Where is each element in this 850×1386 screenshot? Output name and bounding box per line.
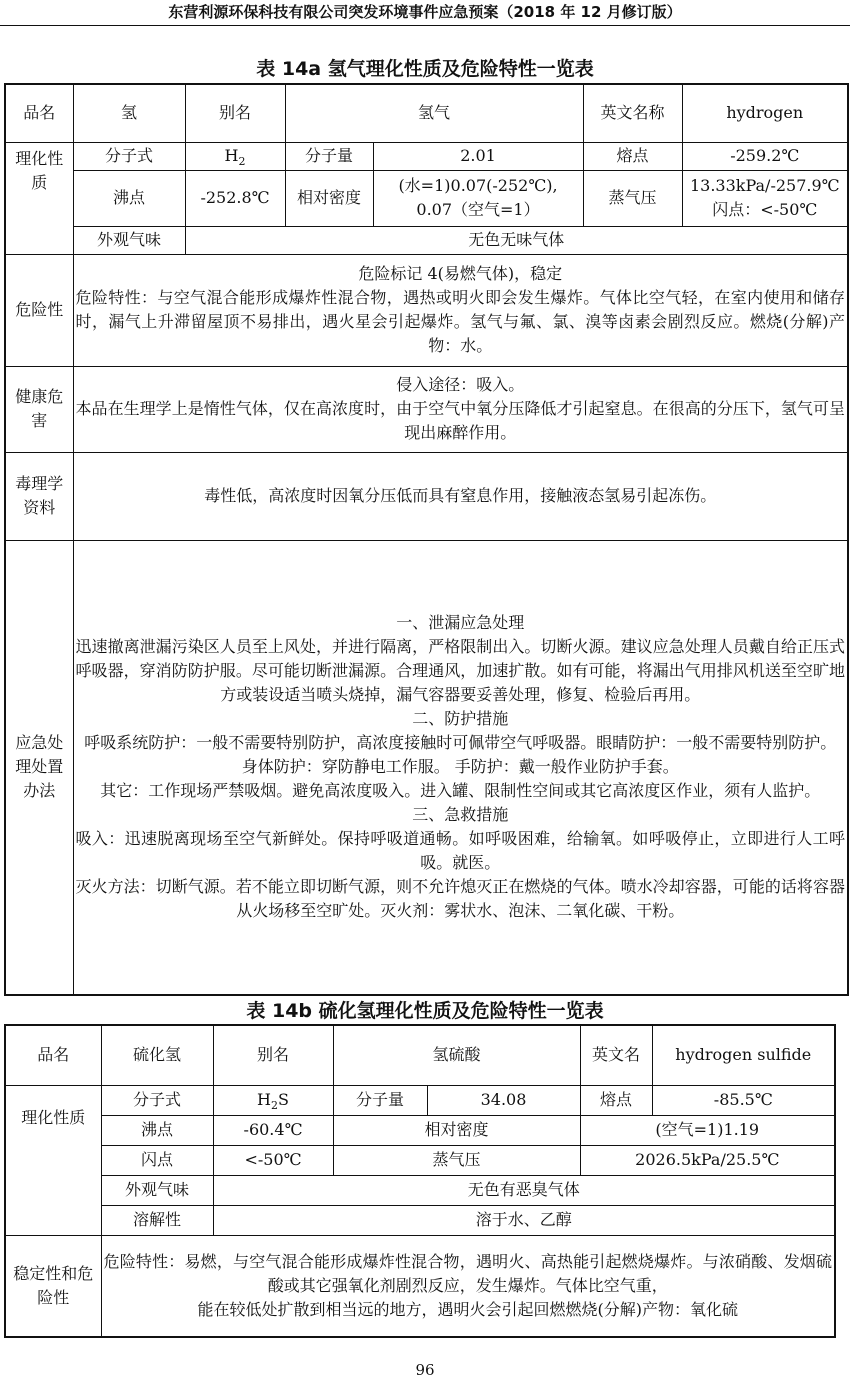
h2s-alias-label: 别名 bbox=[213, 1025, 333, 1085]
h2s-english-label: 英文名 bbox=[580, 1025, 652, 1085]
h2s-appearance-label: 外观气味 bbox=[101, 1175, 213, 1205]
h2s-name-value: 硫化氢 bbox=[101, 1025, 213, 1085]
h2s-vp-value: 2026.5kPa/25.5℃ bbox=[580, 1145, 835, 1175]
h2s-name-label: 品名 bbox=[5, 1025, 101, 1085]
emergency-heading-2: 二、防护措施 bbox=[412, 709, 509, 729]
hazard-content: 危险标记 4(易燃气体)，稳定 危险特性：与空气混合能形成爆炸性混合物，遇热或明火即会发生爆炸。气体比空气轻，在室内使用和储存时，漏气上升滞留屋顶不易排出，遇火星会引起爆炸。氢气与氟、氯、溴等卤素会剧烈反应。燃烧(分解)产物：水。 bbox=[73, 254, 848, 366]
h2s-fp-label: 闪点 bbox=[101, 1145, 213, 1175]
formula-label: 分子式 bbox=[73, 142, 185, 170]
appearance-label: 外观气味 bbox=[73, 226, 185, 254]
vapor-pressure-label: 蒸气压 bbox=[583, 170, 682, 226]
toxicology-label: 毒理学资料 bbox=[5, 452, 73, 540]
h2s-formula-label: 分子式 bbox=[101, 1085, 213, 1115]
vapor-pressure-value: 13.33kPa/-257.9℃ 闪点：<-50℃ bbox=[682, 170, 848, 226]
h2s-vp-label: 蒸气压 bbox=[333, 1145, 580, 1175]
page-header: 东营利源环保科技有限公司突发环境事件应急预案（2018 年 12 月修订版） bbox=[0, 0, 850, 26]
h2s-mw-value: 34.08 bbox=[427, 1085, 580, 1115]
h2s-bp-label: 沸点 bbox=[101, 1115, 213, 1145]
h2s-appearance-value: 无色有恶臭气体 bbox=[213, 1175, 835, 1205]
molecular-weight-label: 分子量 bbox=[285, 142, 373, 170]
toxicology-content: 毒性低，高浓度时因氧分压低而具有窒息作用，接触液态氢易引起冻伤。 bbox=[73, 452, 848, 540]
h2s-alias-value: 氢硫酸 bbox=[333, 1025, 580, 1085]
hydrogen-properties-table bbox=[4, 83, 849, 996]
boiling-point-label: 沸点 bbox=[73, 170, 185, 226]
h2s-solubility-value: 溶于水、乙醇 bbox=[213, 1205, 835, 1235]
english-name-label: 英文名称 bbox=[583, 84, 682, 142]
hazard-label: 危险性 bbox=[5, 254, 73, 366]
table-b-title: 表 14b 硫化氢理化性质及危险特性一览表 bbox=[246, 1000, 604, 1022]
h2s-stability-label: 稳定性和危险性 bbox=[5, 1235, 101, 1337]
table-a-title: 表 14a 氢气理化性质及危险特性一览表 bbox=[256, 58, 594, 80]
h2s-mp-label: 熔点 bbox=[580, 1085, 652, 1115]
h2s-mw-label: 分子量 bbox=[333, 1085, 427, 1115]
relative-density-label: 相对密度 bbox=[285, 170, 373, 226]
emergency-heading-1: 一、泄漏应急处理 bbox=[396, 613, 525, 633]
h2s-formula-value: $H_2S$ bbox=[213, 1085, 333, 1115]
emergency-heading-3: 三、急救措施 bbox=[412, 805, 509, 825]
h2s-solubility-label: 溶解性 bbox=[101, 1205, 213, 1235]
english-name-value: hydrogen bbox=[682, 84, 848, 142]
h2s-density-value: (空气=1)1.19 bbox=[580, 1115, 835, 1145]
emergency-content: 一、泄漏应急处理 迅速撤离泄漏污染区人员至上风处，并进行隔离，严格限制出入。切断火源。建议应急处理人员戴自给正压式呼吸器，穿消防防护服。尽可能切断泄漏源。合理通风，加速扩散。如有可能，将漏出气用排风机送至空旷地方或装设适当喷头烧掉，漏气容器要妥善处理，修复、检验后再用。 二、防护措施 呼吸系统防护：一般不需要特别防护，高浓度接触时可佩带空气呼吸器。眼睛防护：一般不需要特别防护。 身体防护：穿防静电工作服。 手防护：戴一般作业防护手套。 其它：工作现场严禁吸烟。避免高浓度吸入。进入罐、限制性空间或其它高浓度区作业，须有人监护。 三、急救措施 吸入：迅速脱离现场至空气新鲜处。保持呼吸道通畅。如呼吸困难，给输氧。如呼吸停止，立即进行人工呼吸。就医。 灭火方法：切断气源。若不能立即切断气源，则不允许熄灭正在燃烧的气体。喷水冷却容器，可能的话将容器从火场移至空旷处。灭火剂：雾状水、泡沫、二氧化碳、干粉。 bbox=[73, 540, 848, 995]
melting-point-value: -259.2℃ bbox=[682, 142, 848, 170]
h2s-density-label: 相对密度 bbox=[333, 1115, 580, 1145]
boiling-point-value: -252.8℃ bbox=[185, 170, 285, 226]
h2s-english-value: hydrogen sulfide bbox=[652, 1025, 835, 1085]
h2s-physchem-label: 理化性质 bbox=[5, 1085, 101, 1235]
molecular-weight-value: 2.01 bbox=[373, 142, 583, 170]
h2s-bp-value: -60.4℃ bbox=[213, 1115, 333, 1145]
melting-point-label: 熔点 bbox=[583, 142, 682, 170]
health-hazard-label: 健康危害 bbox=[5, 366, 73, 452]
alias-label: 别名 bbox=[185, 84, 285, 142]
emergency-label: 应急处理处置办法 bbox=[5, 540, 73, 995]
name-value: 氢 bbox=[73, 84, 185, 142]
alias-value: 氢气 bbox=[285, 84, 583, 142]
h2s-fp-value: <-50℃ bbox=[213, 1145, 333, 1175]
health-hazard-content: 侵入途径：吸入。 本品在生理学上是惰性气体，仅在高浓度时，由于空气中氧分压降低才引起窒息。在很高的分压下，氢气可呈现出麻醉作用。 bbox=[73, 366, 848, 452]
h2s-stability-content: 危险特性：易燃，与空气混合能形成爆炸性混合物，遇明火、高热能引起燃烧爆炸。与浓硝酸、发烟硫酸或其它强氧化剂剧烈反应，发生爆炸。气体比空气重， 能在较低处扩散到相当远的地方，遇明火会引起回燃燃烧(分解)产物：氧化硫 bbox=[101, 1235, 835, 1337]
hydrogen-sulfide-properties-table bbox=[4, 1024, 836, 1338]
name-label: 品名 bbox=[5, 84, 73, 142]
h2s-mp-value: -85.5℃ bbox=[652, 1085, 835, 1115]
relative-density-value: (水=1)0.07(-252℃), 0.07（空气=1） bbox=[373, 170, 583, 226]
page-number: 96 bbox=[415, 1361, 435, 1379]
formula-value: $H_2$ bbox=[185, 142, 285, 170]
physchem-label: 理化性质 bbox=[5, 142, 73, 254]
appearance-value: 无色无味气体 bbox=[185, 226, 848, 254]
